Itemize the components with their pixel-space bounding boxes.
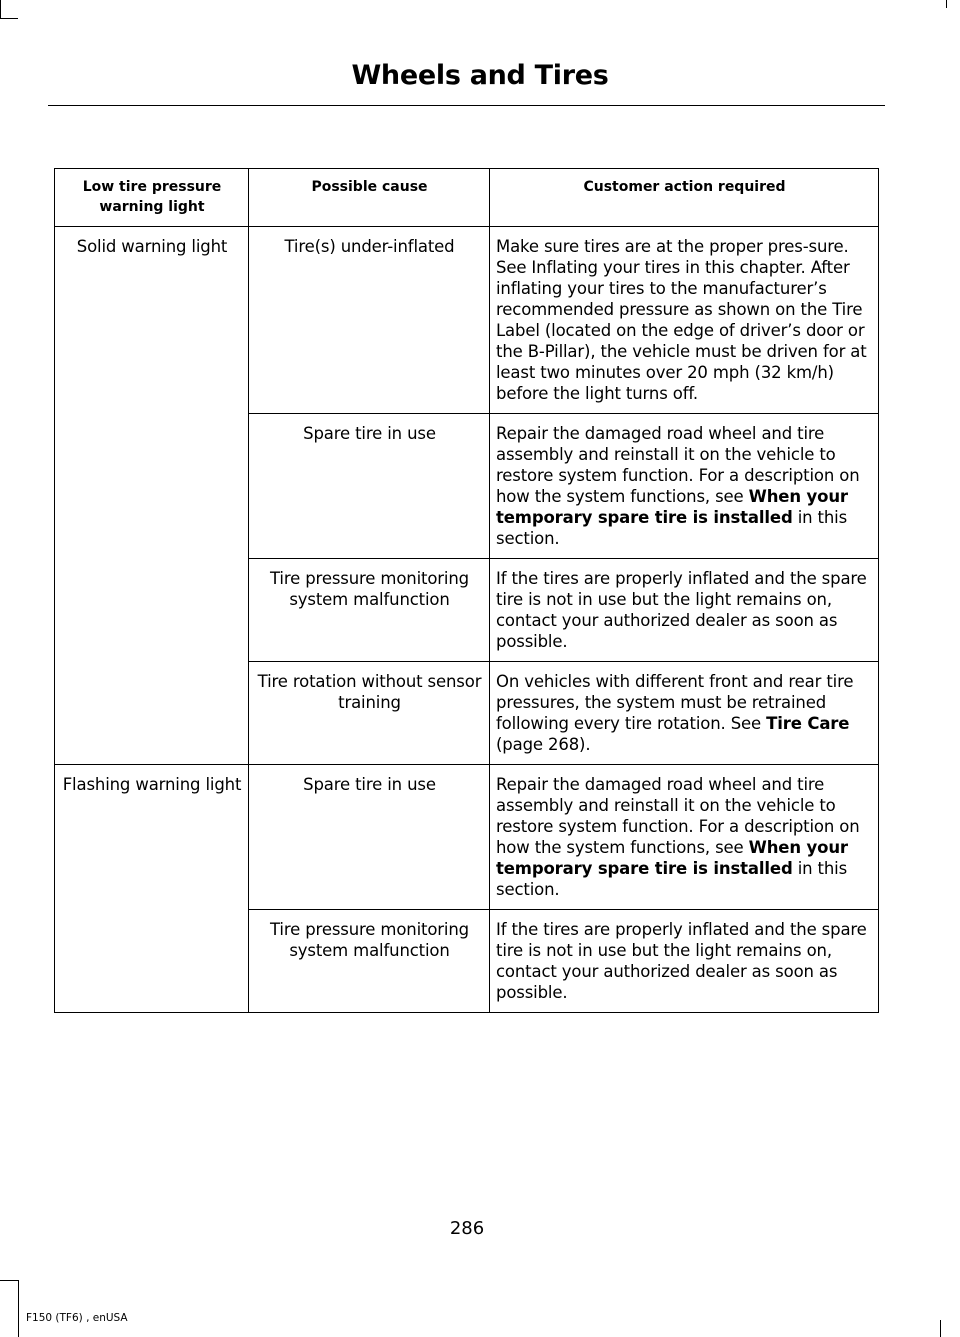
cause-cell: Tire pressure monitoring system malfunction	[249, 559, 490, 662]
header-rule	[48, 105, 885, 106]
cause-cell: Tire pressure monitoring system malfunction	[249, 910, 490, 1013]
action-text: (page 268).	[496, 735, 591, 754]
action-cell: If the tires are properly inflated and the spare tire is not in use but the light remains on, contact your authorized dealer as soon as possible.	[490, 559, 879, 662]
crop-mark	[946, 0, 947, 8]
warning-light-cell: Flashing warning light	[55, 765, 249, 1013]
action-text: in this section.	[496, 508, 848, 548]
cause-cell: Spare tire in use	[249, 765, 490, 910]
column-header: Possible cause	[249, 169, 490, 227]
action-cell	[490, 414, 879, 559]
cause-cell: Tire(s) under-inflated	[249, 227, 490, 414]
page-title: Wheels and Tires	[351, 60, 609, 91]
table-header-row	[55, 169, 879, 227]
crop-mark	[0, 18, 18, 19]
action-text: in this section.	[496, 859, 848, 899]
cause-cell: Tire rotation without sensor training	[249, 662, 490, 765]
cross-reference: Tire Care	[766, 714, 850, 733]
action-cell	[490, 765, 879, 910]
cross-reference: When your temporary spare tire is installed	[496, 838, 848, 878]
tire-pressure-table	[54, 168, 879, 1013]
column-header: Customer action required	[490, 169, 879, 227]
action-text: Repair the damaged road wheel and tire assembly and reinstall it on the vehicle to restore system function. For a description on how the system functions, see	[496, 424, 860, 506]
page-number: 286	[449, 1218, 485, 1239]
warning-light-cell: Solid warning light	[55, 227, 249, 765]
crop-mark	[18, 1280, 19, 1337]
crop-mark	[0, 1280, 18, 1281]
table-row	[55, 765, 879, 910]
action-text: On vehicles with different front and rear tire pressures, the system must be retrained following every tire rotation. See	[496, 672, 854, 733]
column-header: Low tire pressure warning light	[55, 169, 249, 227]
action-cell: Make sure tires are at the proper pres-sure. See Inflating your tires in this chapter. After inflating your tires to the manufacturer’s recommended pressure as shown on the Tire Label (located on the edge of driver’s door or the B-Pillar), the vehicle must be driven for at least two minutes over 20 mph (32 km/h) before the light turns off.	[490, 227, 879, 414]
action-cell	[490, 662, 879, 765]
cross-reference: When your temporary spare tire is installed	[496, 487, 848, 527]
action-text: Repair the damaged road wheel and tire assembly and reinstall it on the vehicle to restore system function. For a description on how the system functions, see	[496, 775, 860, 857]
crop-mark	[0, 0, 1, 18]
document-id: F150 (TF6) , enUSA	[26, 1312, 128, 1324]
table-row	[55, 227, 879, 414]
action-cell: If the tires are properly inflated and the spare tire is not in use but the light remains on, contact your authorized dealer as soon as possible.	[490, 910, 879, 1013]
cause-cell: Spare tire in use	[249, 414, 490, 559]
crop-mark	[940, 1320, 941, 1337]
